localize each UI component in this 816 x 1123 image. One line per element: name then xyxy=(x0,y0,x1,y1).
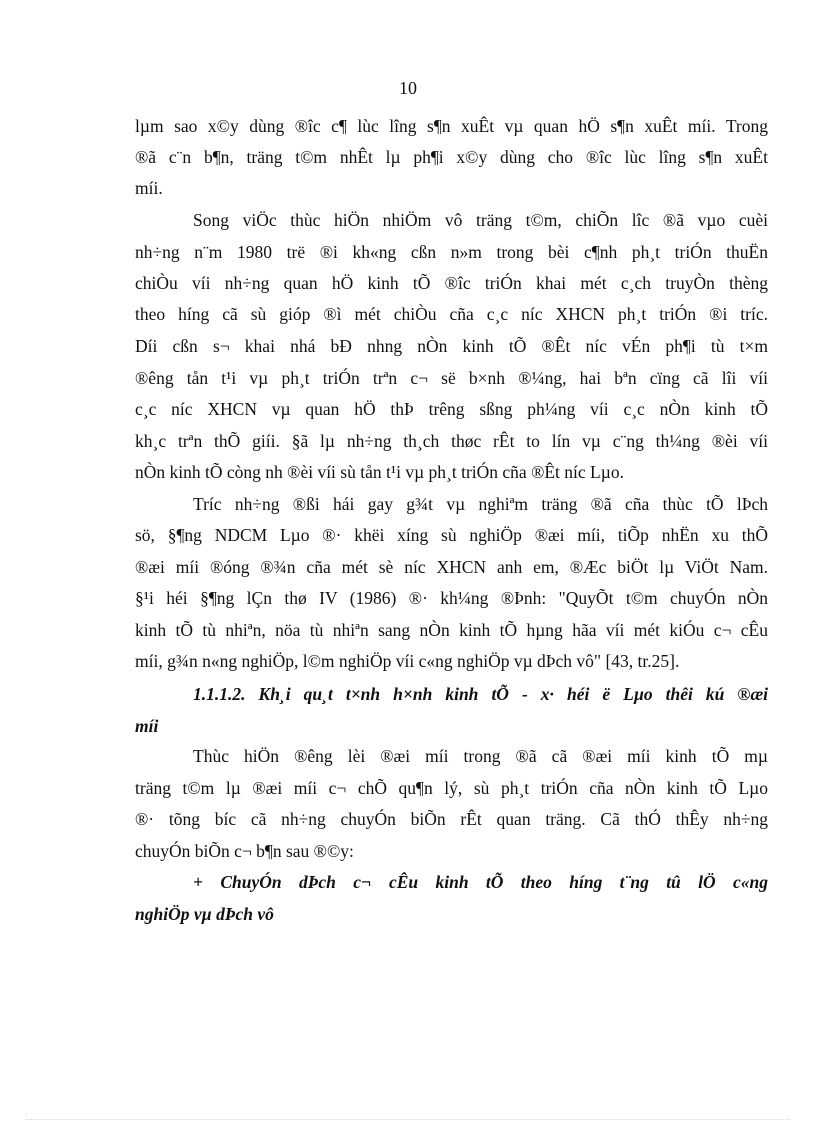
text-line: míi. xyxy=(135,178,163,198)
section-heading-continuation: míi xyxy=(135,716,159,736)
page-bottom-border xyxy=(26,1119,790,1120)
text-line: ®æi míi ®óng ®¾n cña mét sè níc XHCN anh em, ®Æc biÖt lµ ViÖt Nam. xyxy=(135,557,768,577)
paragraph-first-line: Song viÖc thùc hiÖn nhiÖm vô träng t©m, chiÕn lîc ®ã vµo cuèi xyxy=(193,210,768,230)
text-line: nh÷ng n¨m 1980 trë ®i kh«ng cßn n»m trong bèi c¶nh ph¸t triÓn thuËn xyxy=(135,242,768,262)
paragraph-first-line: Thùc hiÖn ®êng lèi ®æi míi trong ®ã cã ®æi míi kinh tÕ mµ xyxy=(193,746,768,766)
text-line: träng t©m lµ ®æi míi c¬ chÕ qu¶n lý, sù ph¸t triÓn cña nÒn kinh tÕ Lµo xyxy=(135,778,768,798)
text-line: Díi cßn s¬ khai nhá bÐ nhng nÒn kinh tÕ ®Êt níc vÉn ph¶i tù t×m xyxy=(135,336,768,356)
text-line: kh¸c trªn thÕ giíi. §ã lµ nh÷ng th¸ch thøc rÊt to lín vµ c¨ng th¼ng ®èi víi xyxy=(135,431,768,451)
text-line: theo híng cã sù gióp ®ì mét chiÒu cña c¸c níc XHCN ph¸t triÓn ®i tríc. xyxy=(135,304,768,324)
text-line: ®ã c¨n b¶n, träng t©m nhÊt lµ ph¶i x©y dùng cho ®îc lùc lîng s¶n xuÊt xyxy=(135,147,768,167)
text-line: sö, §¶ng NDCM Lµo ®· khëi xíng sù nghiÖp ®æi míi, tiÕp nhËn xu thÕ xyxy=(135,525,768,545)
page-number: 10 xyxy=(399,78,417,98)
subsection-heading: + ChuyÓn dÞch c¬ cÊu kinh tÕ theo híng t¨ng tû lÖ c«ng xyxy=(193,872,768,892)
text-line: kinh tÕ tù nhiªn, nöa tù nhiªn sang nÒn kinh tÕ hµng hãa víi mét kiÓu c¬ cÊu xyxy=(135,620,768,640)
text-line: chiÒu víi nh÷ng quan hÖ kinh tÕ ®îc triÓn khai mét c¸ch truyÒn thèng xyxy=(135,273,768,293)
paragraph-first-line: Tríc nh÷ng ®ßi hái gay g¾t vµ nghiªm träng ®ã cña thùc tÕ lÞch xyxy=(193,494,768,514)
text-line: nÒn kinh tÕ còng nh ®èi víi sù tån t¹i vµ ph¸t triÓn cña ®Êt níc Lµo. xyxy=(135,462,624,482)
section-heading: 1.1.1.2. Kh¸i qu¸t t×nh h×nh kinh tÕ - x· héi ë Lµo thêi kú ®æi xyxy=(193,684,768,704)
text-line: ®· tõng bíc cã nh÷ng chuyÓn biÕn rÊt quan träng. Cã thÓ thÊy nh÷ng xyxy=(135,809,768,829)
text-line: chuyÓn biÕn c¬ b¶n sau ®©y: xyxy=(135,841,354,861)
text-line: ®êng tån t¹i vµ ph¸t triÓn trªn c¬ së b×nh ®¼ng, hai bªn cïng cã lîi víi xyxy=(135,368,768,388)
text-line: míi, g¾n n«ng nghiÖp, l©m nghiÖp víi c«ng nghiÖp vµ dÞch vô" [43, tr.25]. xyxy=(135,651,680,671)
subsection-heading-continuation: nghiÖp vµ dÞch vô xyxy=(135,904,274,924)
text-line: c¸c níc XHCN vµ quan hÖ thÞ trêng sßng ph¼ng víi c¸c nÒn kinh tÕ xyxy=(135,399,768,419)
text-line: §¹i héi §¶ng lÇn thø IV (1986) ®· kh¼ng ®Þnh: "QuyÕt t©m chuyÓn nÒn xyxy=(135,588,768,608)
text-line: lµm sao x©y dùng ®îc c¶ lùc lîng s¶n xuÊt vµ quan hÖ s¶n xuÊt míi. Trong xyxy=(135,116,768,136)
